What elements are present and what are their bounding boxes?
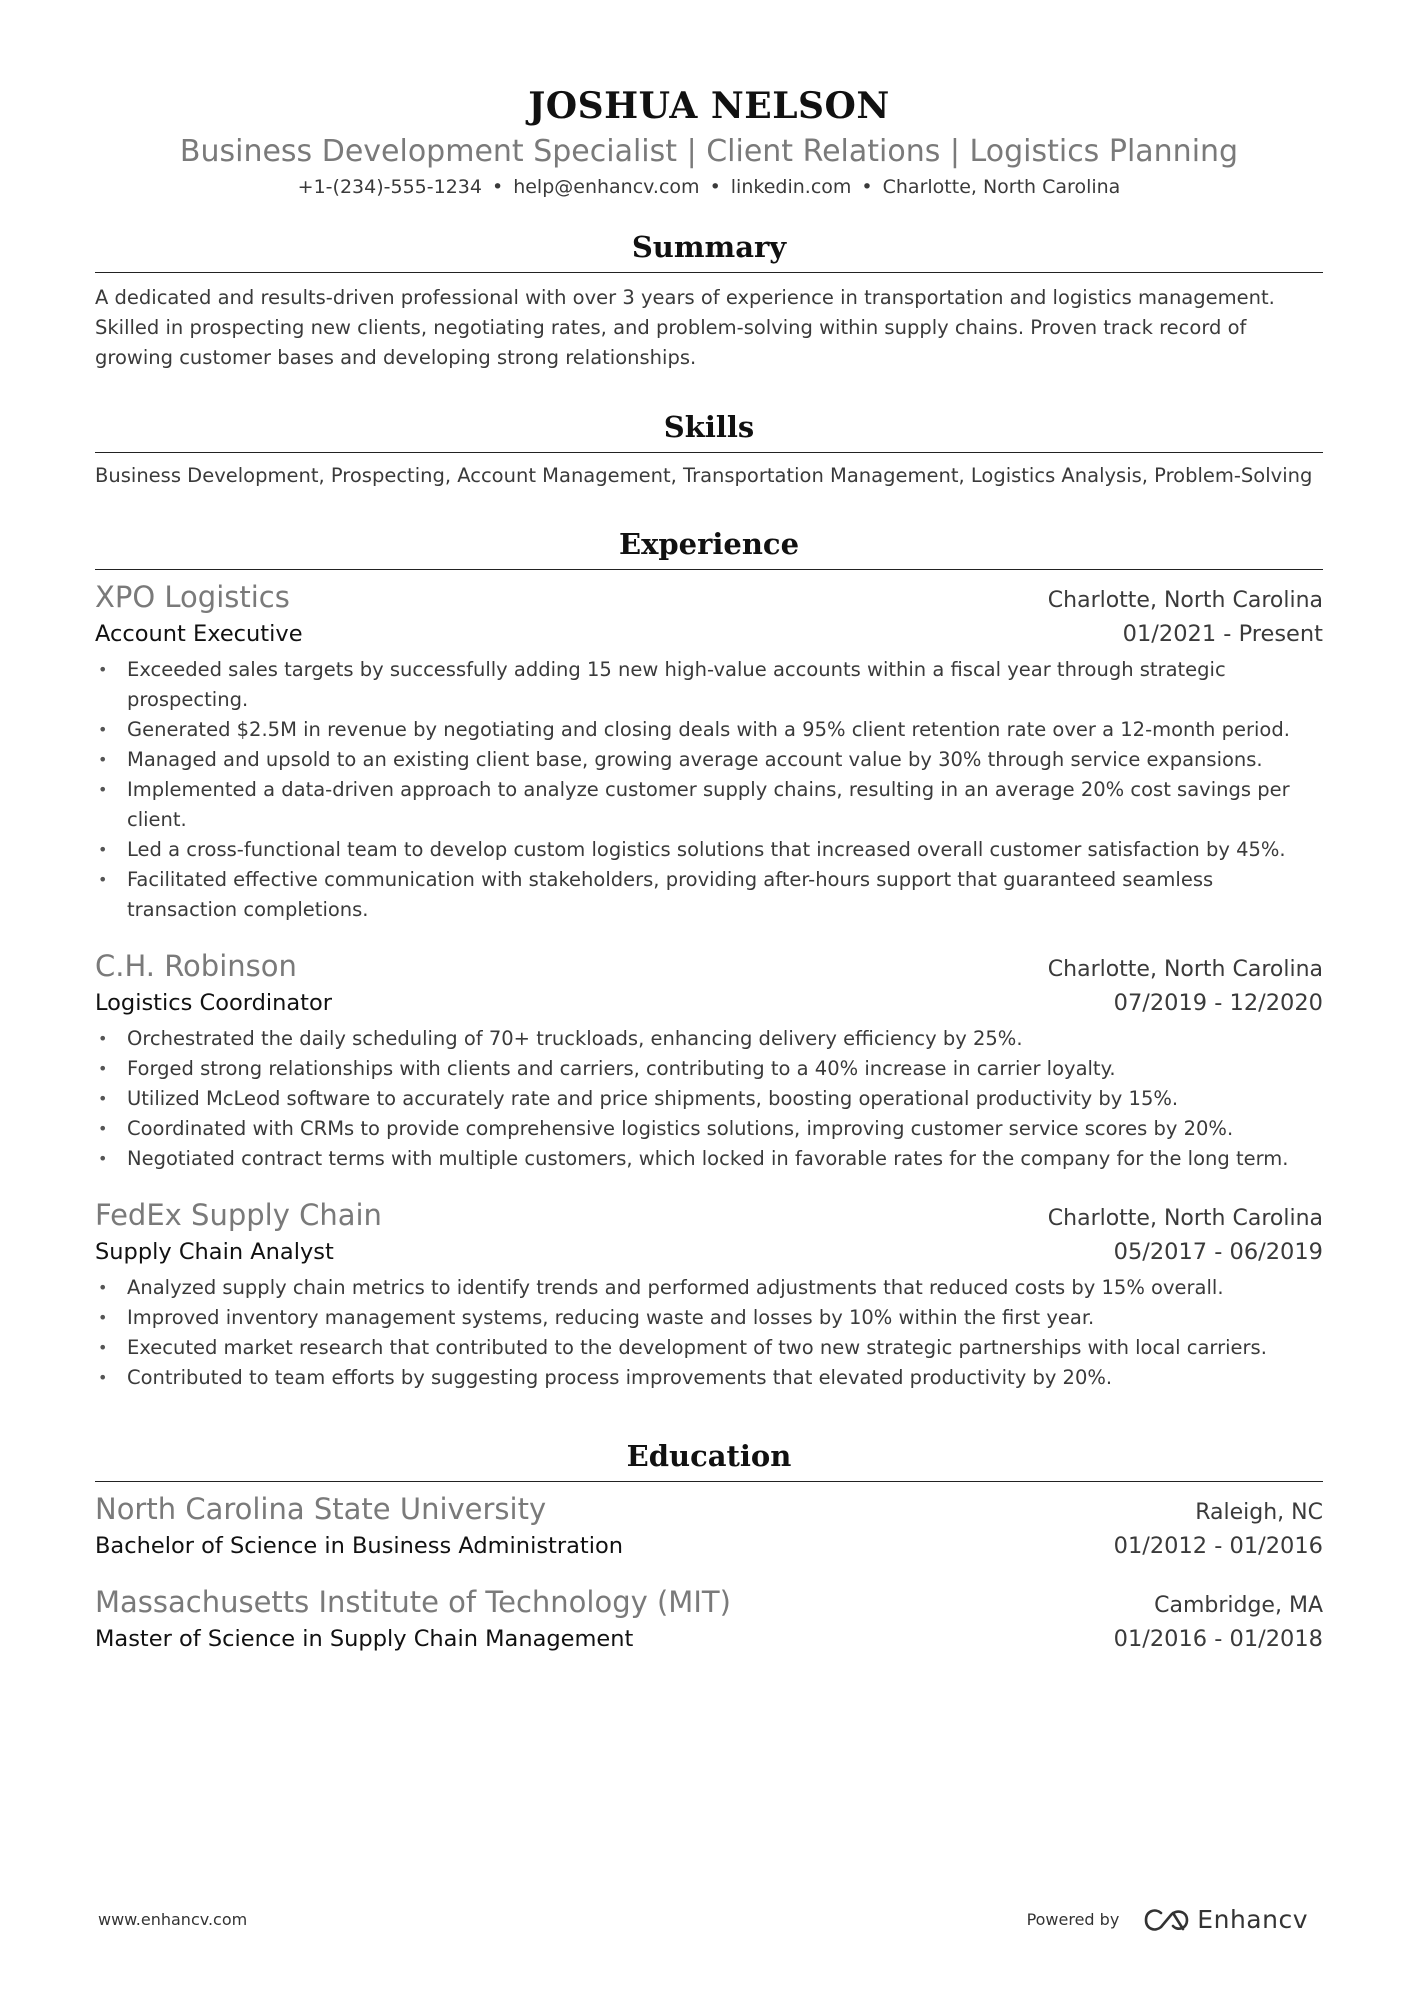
bullet-list	[95, 655, 1323, 925]
resume-page	[95, 0, 1323, 1656]
education-entry	[95, 1490, 1323, 1563]
powered-by	[1027, 1905, 1308, 1934]
bullet-item: • Facilitated effective communication with stakeholders, providing after-hours support that guaranteed seamless transaction completions.	[95, 865, 1323, 925]
bullet-item: • Implemented a data-driven approach to analyze customer supply chains, resulting in an average 20% cost savings per client.	[95, 775, 1323, 835]
school-name: Massachusetts Institute of Technology (MIT)	[95, 1585, 731, 1619]
enhancv-logo[interactable]	[1143, 1905, 1308, 1934]
phone: +1-(234)-555-1234	[297, 176, 482, 198]
company-name: C.H. Robinson	[95, 949, 297, 983]
enhancv-logo-icon	[1143, 1907, 1191, 1933]
experience-section	[95, 525, 1323, 1393]
section-title-education: Education	[95, 1437, 1323, 1482]
education-dates: 01/2012 - 01/2016	[1113, 1533, 1323, 1559]
job-dates: 01/2021 - Present	[1122, 621, 1323, 647]
footer-website-link[interactable]: www.enhancv.com	[98, 1910, 248, 1929]
location: Charlotte, North Carolina	[882, 176, 1121, 198]
summary-section	[95, 228, 1323, 373]
education-entry	[95, 1583, 1323, 1656]
skills-section	[95, 408, 1323, 489]
bullet-item: • Negotiated contract terms with multiple customers, which locked in favorable rates for the company for the long term.	[95, 1144, 1323, 1174]
bullet-item: • Led a cross-functional team to develop custom logistics solutions that increased overall customer satisfaction by 45%.	[95, 835, 1323, 865]
bullet-item: • Coordinated with CRMs to provide comprehensive logistics solutions, improving customer service scores by 20%.	[95, 1114, 1323, 1144]
summary-text: A dedicated and results-driven professional with over 3 years of experience in transportation and logistics management. Skilled in prospecting new clients, negotiating rates, and problem-solving within supply chains. Proven track record of growing customer bases and developing strong relationships.	[95, 286, 1275, 369]
bullet-item: • Forged strong relationships with clients and carriers, contributing to a 40% increase in carrier loyalty.	[95, 1054, 1323, 1084]
separator-dot: •	[861, 176, 873, 198]
school-name: North Carolina State University	[95, 1492, 547, 1526]
candidate-name: JOSHUA NELSON	[528, 85, 890, 127]
job-dates: 05/2017 - 06/2019	[1113, 1239, 1323, 1265]
education-section	[95, 1437, 1323, 1656]
linkedin: linkedin.com	[730, 176, 852, 198]
bullet-list	[95, 1273, 1323, 1393]
powered-by-label: Powered by	[1026, 1910, 1120, 1929]
bullet-item: • Generated $2.5M in revenue by negotiating and closing deals with a 95% client retention rate over a 12-month period.	[95, 715, 1323, 745]
school-location: Raleigh, NC	[1195, 1500, 1323, 1525]
company-name: FedEx Supply Chain	[95, 1198, 382, 1232]
job-location: Charlotte, North Carolina	[1047, 957, 1323, 982]
degree: Bachelor of Science in Business Administration	[95, 1533, 624, 1559]
bullet-item: • Managed and upsold to an existing client base, growing average account value by 30% through service expansions.	[95, 745, 1323, 775]
job-dates: 07/2019 - 12/2020	[1113, 990, 1323, 1016]
resume-header	[95, 0, 1323, 200]
separator-dot: •	[491, 176, 504, 198]
job-entry	[95, 1196, 1323, 1393]
bullet-item: • Orchestrated the daily scheduling of 70+ truckloads, enhancing delivery efficiency by 25%.	[95, 1024, 1323, 1054]
skills-text: Business Development, Prospecting, Account Management, Transportation Management, Logistics Analysis, Problem-Solving	[95, 464, 1313, 487]
bullet-item: • Utilized McLeod software to accurately rate and price shipments, boosting operational productivity by 15%.	[95, 1084, 1323, 1114]
company-name: XPO Logistics	[95, 580, 290, 614]
email: help@enhancv.com	[513, 176, 700, 198]
job-location: Charlotte, North Carolina	[1047, 1206, 1323, 1231]
job-title: Supply Chain Analyst	[95, 1239, 334, 1265]
enhancv-logo-text: Enhancv	[1197, 1905, 1308, 1934]
job-location: Charlotte, North Carolina	[1047, 588, 1323, 613]
school-location: Cambridge, MA	[1154, 1593, 1323, 1618]
job-entry	[95, 578, 1323, 925]
bullet-item: • Executed market research that contributed to the development of two new strategic partnerships with local carriers.	[95, 1333, 1323, 1363]
education-dates: 01/2016 - 01/2018	[1113, 1626, 1323, 1652]
job-title: Account Executive	[95, 621, 303, 647]
page-footer	[98, 1905, 1308, 1934]
bullet-item: • Improved inventory management systems, reducing waste and losses by 10% within the first year.	[95, 1303, 1323, 1333]
degree: Master of Science in Supply Chain Management	[95, 1626, 634, 1652]
section-title-summary: Summary	[95, 228, 1323, 273]
bullet-item: • Contributed to team efforts by suggesting process improvements that elevated productivity by 20%.	[95, 1363, 1323, 1393]
bullet-list	[95, 1024, 1323, 1174]
contact-line	[95, 174, 1323, 200]
headline: Business Development Specialist | Client Relations | Logistics Planning	[179, 134, 1239, 169]
bullet-item: • Analyzed supply chain metrics to identify trends and performed adjustments that reduced costs by 15% overall.	[95, 1273, 1323, 1303]
job-title: Logistics Coordinator	[95, 990, 332, 1016]
section-title-experience: Experience	[95, 525, 1323, 570]
separator-dot: •	[709, 176, 721, 198]
section-title-skills: Skills	[95, 408, 1323, 453]
job-entry	[95, 947, 1323, 1174]
bullet-item: • Exceeded sales targets by successfully adding 15 new high-value accounts within a fiscal year through strategic prospecting.	[95, 655, 1323, 715]
